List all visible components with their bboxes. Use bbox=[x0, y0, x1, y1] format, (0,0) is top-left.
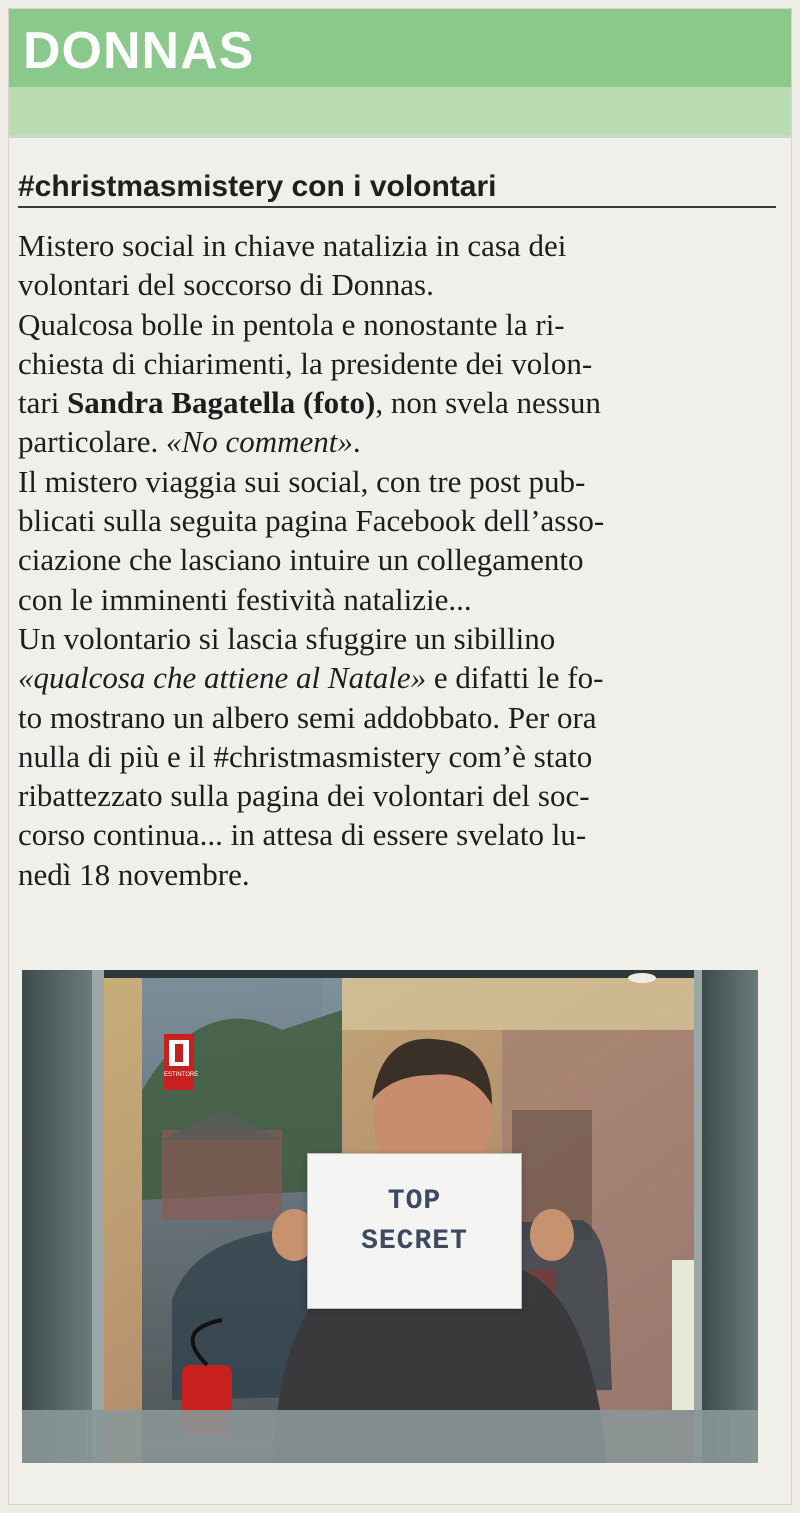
article-headline: #christmasmistery con i volontari bbox=[18, 170, 497, 203]
text-line: ribattezzato sulla pagina dei volontari del soc- bbox=[18, 778, 590, 814]
section-name: DONNAS bbox=[23, 22, 255, 80]
text-line bbox=[18, 383, 784, 422]
quote-no-comment: «No comment» bbox=[166, 424, 353, 460]
text-run: e difatti le fo- bbox=[426, 660, 604, 696]
paragraph-4 bbox=[18, 619, 784, 894]
window-frame-bottom bbox=[22, 1410, 758, 1463]
paragraph-1 bbox=[18, 226, 784, 305]
article-body bbox=[18, 226, 784, 894]
president-name: Sandra Bagatella (foto) bbox=[67, 385, 376, 421]
text-line bbox=[18, 658, 784, 697]
extinguisher-label: ESTINTORE bbox=[164, 1072, 199, 1078]
paragraph-3 bbox=[18, 462, 784, 619]
window-frame-right bbox=[702, 970, 758, 1463]
section-banner bbox=[9, 9, 791, 135]
quote-natale: «qualcosa che attiene al Natale» bbox=[18, 660, 427, 696]
text-line: corso continua... in attesa di essere svelato lu- bbox=[18, 817, 587, 853]
window-frame-left bbox=[22, 970, 92, 1463]
banner-divider bbox=[9, 135, 791, 138]
text-line: Qualcosa bolle in pentola e nonostante la ri- bbox=[18, 306, 565, 342]
text-line: volontari del soccorso di Donnas. bbox=[18, 267, 434, 303]
text-line: to mostrano un albero semi addobbato. Per ora bbox=[18, 699, 597, 735]
text-line: nulla di più e il #christmasmistery com’è stato bbox=[18, 738, 593, 774]
text-line: nedì 18 novembre. bbox=[18, 856, 250, 892]
paragraph-2 bbox=[18, 305, 784, 462]
sign-line-1: TOP bbox=[387, 1186, 442, 1217]
text-line: Mistero social in chiave natalizia in casa dei bbox=[18, 228, 567, 263]
text-line: ciazione che lasciano intuire un collegamento bbox=[18, 542, 584, 578]
text-line: blicati sulla seguita pagina Facebook dell’asso- bbox=[18, 503, 605, 539]
text-line: chiesta di chiarimenti, la presidente dei volon- bbox=[18, 345, 593, 381]
text-line: con le imminenti festività natalizie... bbox=[18, 581, 472, 617]
text-line: Un volontario si lascia sfuggire un sibillino bbox=[18, 620, 556, 656]
headline-underline bbox=[18, 206, 776, 208]
text-run: . bbox=[352, 424, 361, 460]
text-line: Il mistero viaggia sui social, con tre post pub- bbox=[18, 463, 586, 499]
top-secret-sign bbox=[307, 1153, 522, 1309]
article-photo bbox=[22, 970, 758, 1463]
sign-line-2: SECRET bbox=[361, 1226, 468, 1257]
text-line bbox=[18, 422, 784, 461]
text-run: tari bbox=[18, 385, 68, 421]
text-run: , non svela nessun bbox=[375, 385, 601, 421]
text-run: particolare. bbox=[18, 424, 167, 460]
